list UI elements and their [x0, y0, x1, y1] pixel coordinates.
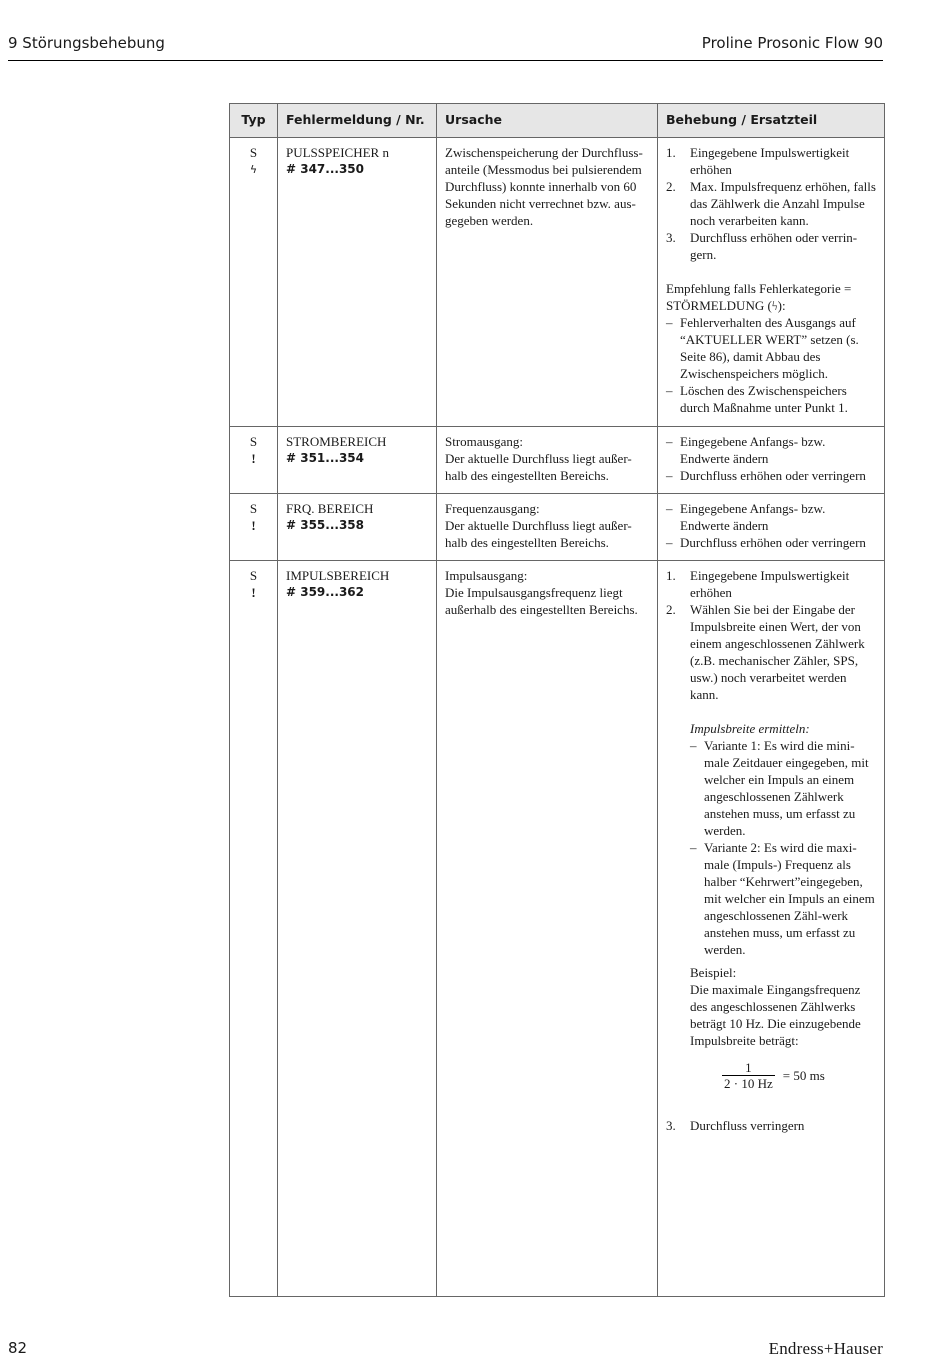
remedy-steps	[666, 567, 876, 703]
cause-title: Stromausgang:	[445, 434, 523, 449]
chapter-title: 9 Störungsbehebung	[8, 34, 165, 52]
list-item: – Eingegebene Anfangs- bzw. Endwerte ändern	[666, 500, 876, 534]
remedy-list	[666, 500, 876, 551]
error-table	[229, 103, 885, 1297]
message-cell	[278, 427, 437, 494]
message-cell	[278, 138, 437, 427]
recommendation-text: Empfehlung falls Fehlerkategorie = STÖRMELDUNG (ϟ):	[666, 281, 852, 313]
type-cell	[230, 561, 278, 1297]
list-item: 2. Max. Impulsfrequenz erhöhen, falls das Zählwerk die Anzahl Impulse noch verarbeiten kann.	[666, 179, 876, 228]
list-item: 2. Wählen Sie bei der Eingabe der Impulsbreite einen Wert, der von einem angeschlossenen Zählwerk (z.B. mechanischer Zähler, SPS, usw.) noch verarbeitet werden kann.	[666, 602, 865, 702]
col-header-message: Fehlermeldung / Nr.	[278, 104, 437, 138]
product-title: Proline Prosonic Flow 90	[701, 34, 883, 52]
page-number: 82	[8, 1339, 28, 1357]
table-header-row	[230, 104, 885, 138]
table-row	[230, 494, 885, 561]
cause-title: Frequenzausgang:	[445, 501, 540, 516]
col-header-cause: Ursache	[437, 104, 658, 138]
fraction	[722, 1060, 775, 1091]
remedy-cell	[658, 561, 885, 1297]
cause-cell	[437, 427, 658, 494]
message-code: # 347...350	[286, 162, 365, 176]
message-name: STROMBEREICH	[286, 434, 387, 449]
message-code: # 355...358	[286, 518, 365, 532]
list-item: – Variante 1: Es wird die mini-male Zeitdauer eingegeben, mit welcher ein Impuls an einem angeschlossenen Zählwerk anstehen muss, um erfasst zu werden.	[690, 737, 876, 839]
cause-cell	[437, 138, 658, 427]
type-cell	[230, 494, 278, 561]
cause-title: Impulsausgang:	[445, 568, 528, 583]
denominator: 2 · 10 Hz	[724, 1075, 773, 1091]
remedy-list	[666, 433, 876, 484]
cause-cell	[437, 561, 658, 1297]
table-row	[230, 561, 885, 1297]
type-letter: S	[249, 501, 258, 516]
message-cell	[278, 561, 437, 1297]
pulse-width-section	[690, 720, 876, 1093]
warning-icon: !	[251, 518, 256, 533]
table-row	[230, 427, 885, 494]
list-item: – Fehlerverhalten des Ausgangs auf “AKTUELLER WERT” setzen (s. Seite 86), damit Abbau des Zwischenspeichers möglich.	[666, 314, 876, 382]
col-header-remedy: Behebung / Ersatzteil	[658, 104, 885, 138]
type-cell	[230, 138, 278, 427]
message-cell	[278, 494, 437, 561]
example-title: Beispiel:	[690, 965, 737, 980]
message-name: PULSSPEICHER n	[286, 145, 389, 160]
recommendation-list	[666, 314, 876, 416]
message-code: # 351...354	[286, 451, 365, 465]
remedy-cell	[658, 427, 885, 494]
numerator: 1	[745, 1059, 752, 1075]
remedy-cell	[658, 138, 885, 427]
list-item: 3. Durchfluss verringern	[666, 1118, 805, 1133]
list-item: – Durchfluss erhöhen oder verringern	[666, 467, 876, 484]
cause-text: Der aktuelle Durchfluss liegt außer-halb des eingestellten Bereichs.	[445, 451, 632, 483]
type-letter: S	[249, 568, 258, 583]
formula	[722, 1057, 876, 1093]
variant-list	[690, 737, 876, 958]
type-letter: S	[249, 145, 258, 160]
type-letter: S	[249, 434, 258, 449]
list-item: – Durchfluss erhöhen oder verringern	[666, 534, 876, 551]
remedy-steps-final	[666, 1117, 876, 1134]
message-name: FRQ. BEREICH	[286, 501, 374, 516]
cause-text: Zwischenspeicherung der Durchfluss-anteile (Messmodus bei pulsierendem Durchfluss) konnte innerhalb von 60 Sekunden nicht verrechnet bzw. aus-gegeben werden.	[445, 145, 643, 228]
cause-text: Die Impulsausgangsfrequenz liegt außerhalb des eingestellten Bereichs.	[445, 585, 638, 617]
remedy-steps	[666, 144, 876, 263]
example-text: Die maximale Eingangsfrequenz des angeschlossenen Zählwerks beträgt 10 Hz. Die einzugebende Impulsbreite beträgt:	[690, 982, 861, 1048]
brand-logo: Endress+Hauser	[768, 1339, 883, 1358]
formula-result: = 50 ms	[782, 1067, 825, 1083]
table-row	[230, 138, 885, 427]
cause-cell	[437, 494, 658, 561]
list-item: 1. Eingegebene Impulswertigkeit erhöhen	[666, 568, 850, 600]
list-item: 3. Durchfluss erhöhen oder verrin-gern.	[666, 230, 858, 262]
message-name: IMPULSBEREICH	[286, 568, 390, 583]
cause-text: Der aktuelle Durchfluss liegt außer-halb des eingestellten Bereichs.	[445, 518, 632, 550]
list-item: – Eingegebene Anfangs- bzw. Endwerte ändern	[666, 433, 876, 467]
warning-icon: !	[251, 451, 256, 466]
type-cell	[230, 427, 278, 494]
list-item: – Löschen des Zwischenspeichers durch Maßnahme unter Punkt 1.	[666, 382, 876, 416]
list-item: – Variante 2: Es wird die maxi-male (Impuls-) Frequenz als halber “Kehrwert”eingegeben, mit welcher ein Impuls an einem angeschlossenen Zähl-werk anstehen muss, um erfasst zu werden.	[690, 839, 876, 958]
fault-icon: ϟ	[249, 163, 258, 176]
remedy-cell	[658, 494, 885, 561]
list-item: 1. Eingegebene Impulswertigkeit erhöhen	[666, 145, 850, 177]
message-code: # 359...362	[286, 585, 365, 599]
page-header	[8, 32, 883, 61]
col-header-typ: Typ	[230, 104, 278, 138]
warning-icon: !	[251, 585, 256, 600]
sub-title: Impulsbreite ermitteln:	[690, 721, 810, 736]
